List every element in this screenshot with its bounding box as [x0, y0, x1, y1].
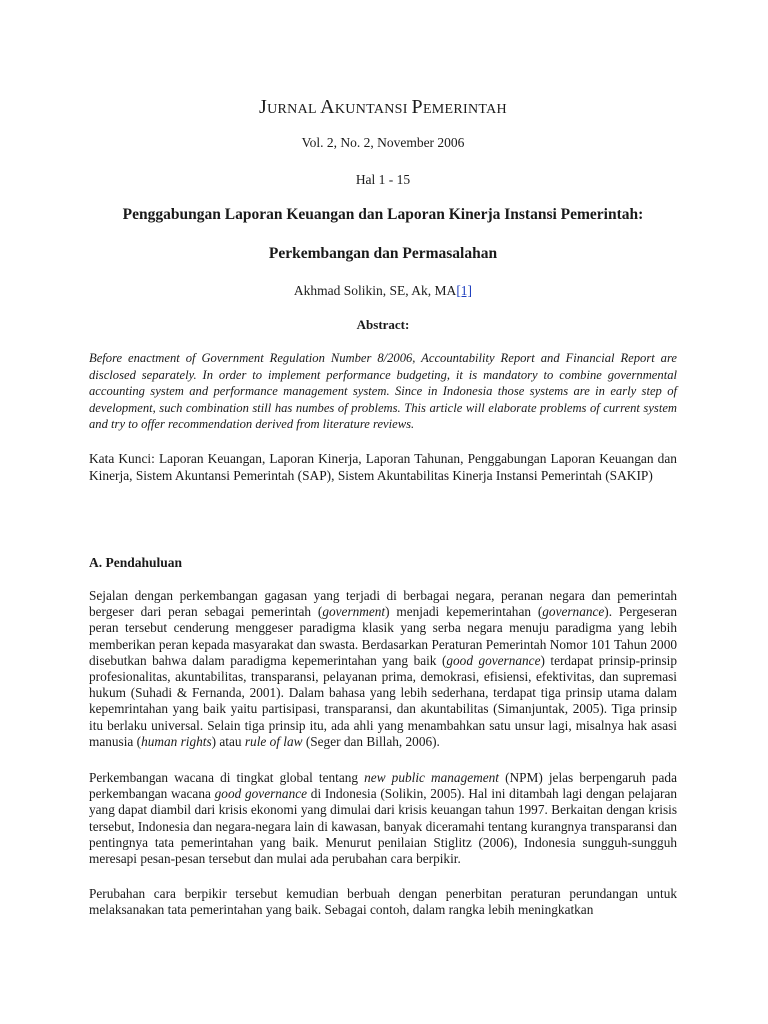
p3-text-a: Perubahan cara berpikir tersebut kemudian berbuah dengan penerbitan peraturan perundangan untuk melaksanakan tata pemerintahan yang baik. Sebagai contoh, dalam rangka lebih meningkatkan [89, 886, 677, 918]
p1-text-a: Sejalan dengan perkembangan gagasan yang terjadi di berbagai negara, peranan negara dan pemerintah bergeser dari peran sebagai pemerintah ( [89, 588, 677, 620]
article-subtitle: Perkembangan dan Permasalahan [268, 245, 498, 262]
footnote-link[interactable]: [1] [456, 283, 473, 298]
author-name: Akhmad Solikin, SE, Ak, MA [293, 283, 457, 298]
journal-title-initial-j: J [259, 96, 268, 118]
p2-text-c: di Indonesia (Solikin, 2005). Hal ini ditambah lagi dengan pelajaran yang dapat diambil dari krisis ekonomi yang dimulai dari krisis keuangan tahun 1997. Berkaitan dengan krisis tersebut, Indonesia dan negara-negara lain di kawasan, banyak diceramahi tentang kurangnya transparansi dan pentingnya tata pemerintahan yang baik. Menurut penilaian Stiglitz (2006), Indonesia sungguh-sungguh meresapi pesan-pesan tersebut dan mulai ada perubahan cara berpikir. [89, 786, 677, 867]
page-range: Hal 1 - 15 [355, 172, 411, 187]
journal-title-part-1: URNAL [267, 102, 321, 117]
p1-text-b: ) menjadi kepemerintahan ( [385, 604, 543, 620]
section-heading: A. Pendahuluan [89, 555, 183, 570]
p1-italic-government: government [322, 604, 386, 620]
abstract-body: Before enactment of Government Regulation Number 8/2006, Accountability Report and Financial Report are disclosed separately. In order to implement performance budgeting, it is mandatory to combine governmental accounting system and performance management system. Since in Indonesia those systems are in early step of development, such combination still has numbes of problems. This article will elaborate problems of current system and try to offer recommendation derived from literature reviews. [89, 351, 677, 431]
p1-text-c: ). Pergeseran peran tersebut cenderung menggeser paradigma klasik yang serba negara menuju paradigma yang lebih memberikan peran kepada masyarakat dan swasta. Berdasarkan Peraturan Pemerintah Nomor 101 Tahun 2000 disebutkan bahwa dalam paradigma kepemerintahan yang baik ( [89, 604, 677, 668]
journal-title-initial-p: P [411, 96, 423, 118]
journal-title-initial-a: A [320, 96, 335, 118]
p1-italic-human-rights: human rights [141, 733, 212, 749]
journal-title-part-2: KUNTANSI [334, 102, 412, 117]
paragraph-3 [89, 886, 677, 918]
keywords: Kata Kunci: Laporan Keuangan, Laporan Kinerja, Laporan Tahunan, Penggabungan Laporan Keuangan dan Kinerja, Sistem Akuntansi Pemerintah (SAP), Sistem Akuntabilitas Kinerja Instansi Pemerintah (SAKIP) [89, 451, 677, 483]
p1-italic-governance: governance [542, 604, 605, 620]
journal-title [89, 96, 677, 119]
p2-italic-npm: new public management [364, 770, 499, 785]
p2-italic-good-governance: good governance [214, 786, 308, 802]
p1-italic-rule-of-law: rule of law [244, 733, 303, 749]
paragraph-2 [89, 770, 677, 867]
paragraph-1 [89, 588, 677, 750]
article-title: Penggabungan Laporan Keuangan dan Laporan Kinerja Instansi Pemerintah: [122, 206, 644, 223]
p2-text-a: Perkembangan wacana di tingkat global tentang [89, 770, 365, 785]
abstract-heading: Abstract: [356, 317, 410, 332]
journal-title-part-3: EMERINTAH [422, 102, 507, 117]
p1-text-f: (Seger dan Billah, 2006). [302, 733, 440, 749]
p1-text-e: ) atau [211, 733, 245, 749]
p1-text-d: ) terdapat prinsip-prinsip profesionalitas, akuntabilitas, transparansi, pelayanan prima, demokrasi, efisiensi, efektivitas, dan supremasi hukum (Suhadi & Fernanda, 2001). Dalam bahasa yang lebih sederhana, terdapat tiga prinsip utama dalam kepemrintahan yang baik yaitu partisipasi, transparansi, dan akuntabilitas (Simanjuntak, 2005). Tiga prinsip itu berlaku universal. Selain tiga prinsip itu, ada ahli yang menambahkan satu unsur lagi, misalnya hak asasi manusia ( [89, 652, 677, 749]
p2-text-b: (NPM) jelas berpengaruh pada perkembangan wacana [89, 770, 677, 802]
p1-italic-good-governance: good governance [446, 652, 541, 668]
journal-volume: Vol. 2, No. 2, November 2006 [301, 135, 465, 150]
author-line [89, 283, 677, 299]
